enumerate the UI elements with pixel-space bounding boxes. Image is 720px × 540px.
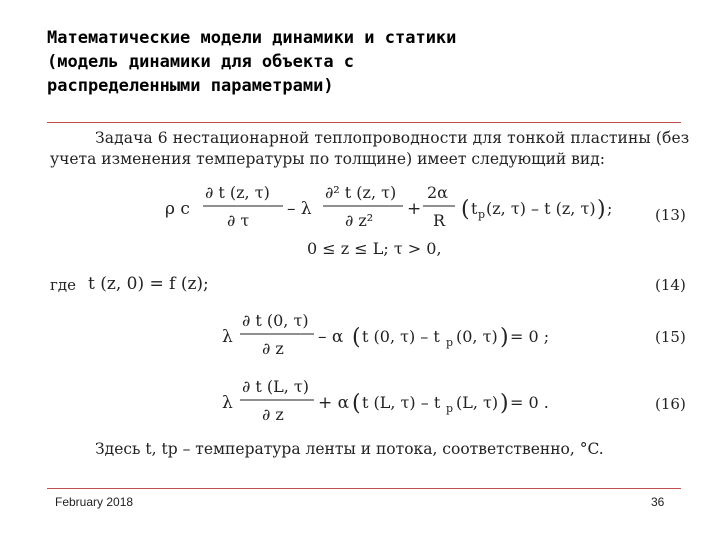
- footer-date: February 2018: [55, 495, 134, 509]
- svg-text:∂² t (z, τ): ∂² t (z, τ): [325, 183, 397, 202]
- svg-text:∂ z: ∂ z: [262, 339, 284, 358]
- svg-text:λ: λ: [222, 393, 233, 413]
- slide-title: [47, 26, 667, 98]
- equation-number-16: (16): [655, 395, 686, 413]
- svg-text:∂ t (L, τ): ∂ t (L, τ): [242, 377, 310, 396]
- equation-16: [222, 374, 552, 434]
- svg-text:R: R: [433, 211, 446, 230]
- svg-text:t (0, τ) – t: t (0, τ) – t: [362, 327, 440, 346]
- where-label: где: [50, 276, 76, 294]
- svg-text:= 0 .: = 0 .: [510, 393, 549, 412]
- svg-text:∂ t (z, τ): ∂ t (z, τ): [205, 183, 270, 202]
- closing-text: Здесь t, tp – температура ленты и потока, соответственно, °C.: [95, 440, 604, 458]
- intro-line-2: учета изменения температуры по толщине) имеет следующий вид:: [50, 150, 605, 168]
- svg-text:+ α: + α: [318, 393, 350, 413]
- equation-number-13: (13): [655, 206, 686, 224]
- svg-text:0 ≤ z ≤ L; τ > 0,: 0 ≤ z ≤ L; τ > 0,: [307, 239, 442, 258]
- equation-13: [165, 176, 613, 258]
- svg-text:p: p: [446, 336, 454, 349]
- svg-text:): ): [500, 391, 509, 416]
- svg-text:λ: λ: [222, 327, 233, 347]
- svg-text:∂ t (0, τ): ∂ t (0, τ): [242, 311, 309, 330]
- intro-line-1: Задача 6 нестационарной теплопроводности для тонкой пластины (без: [95, 129, 690, 147]
- svg-text:∂ z²: ∂ z²: [345, 211, 374, 230]
- svg-text:ρ c: ρ c: [165, 199, 190, 219]
- svg-text:∂ z: ∂ z: [262, 405, 284, 424]
- svg-text:t (z, 0) = f (z);: t (z, 0) = f (z);: [88, 274, 209, 294]
- svg-text:t: t: [471, 199, 478, 218]
- svg-text:2α: 2α: [427, 183, 448, 202]
- bottom-divider: [47, 488, 681, 489]
- svg-text:p: p: [446, 402, 454, 415]
- svg-text:;: ;: [607, 199, 613, 218]
- equation-number-14: (14): [655, 276, 686, 294]
- equation-15: [222, 308, 552, 368]
- svg-text:): ): [500, 325, 509, 350]
- svg-text:– λ: – λ: [287, 199, 312, 219]
- svg-text:(L, τ): (L, τ): [456, 393, 499, 412]
- svg-text:∂ τ: ∂ τ: [227, 211, 250, 230]
- svg-text:– α: – α: [318, 327, 344, 347]
- title-line-2: (модель динамики для объекта с: [47, 52, 355, 72]
- svg-text:p: p: [478, 208, 486, 221]
- title-line-1: Математические модели динамики и статики: [47, 28, 457, 48]
- svg-text:): ): [597, 197, 606, 222]
- svg-text:= 0 ;: = 0 ;: [510, 327, 550, 346]
- equation-14: [88, 268, 288, 298]
- svg-text:+: +: [407, 199, 422, 219]
- top-divider: [47, 122, 681, 123]
- page-number: 36: [651, 495, 665, 509]
- svg-text:(0, τ): (0, τ): [456, 327, 498, 346]
- svg-text:(: (: [352, 325, 361, 350]
- svg-text:(: (: [352, 391, 361, 416]
- svg-text:t (L, τ) – t: t (L, τ) – t: [362, 393, 441, 412]
- equation-number-15: (15): [655, 328, 686, 346]
- title-line-3: распределенными параметрами): [47, 76, 334, 96]
- svg-text:(: (: [461, 197, 470, 222]
- svg-text:(z, τ) – t (z, τ): (z, τ) – t (z, τ): [486, 199, 596, 218]
